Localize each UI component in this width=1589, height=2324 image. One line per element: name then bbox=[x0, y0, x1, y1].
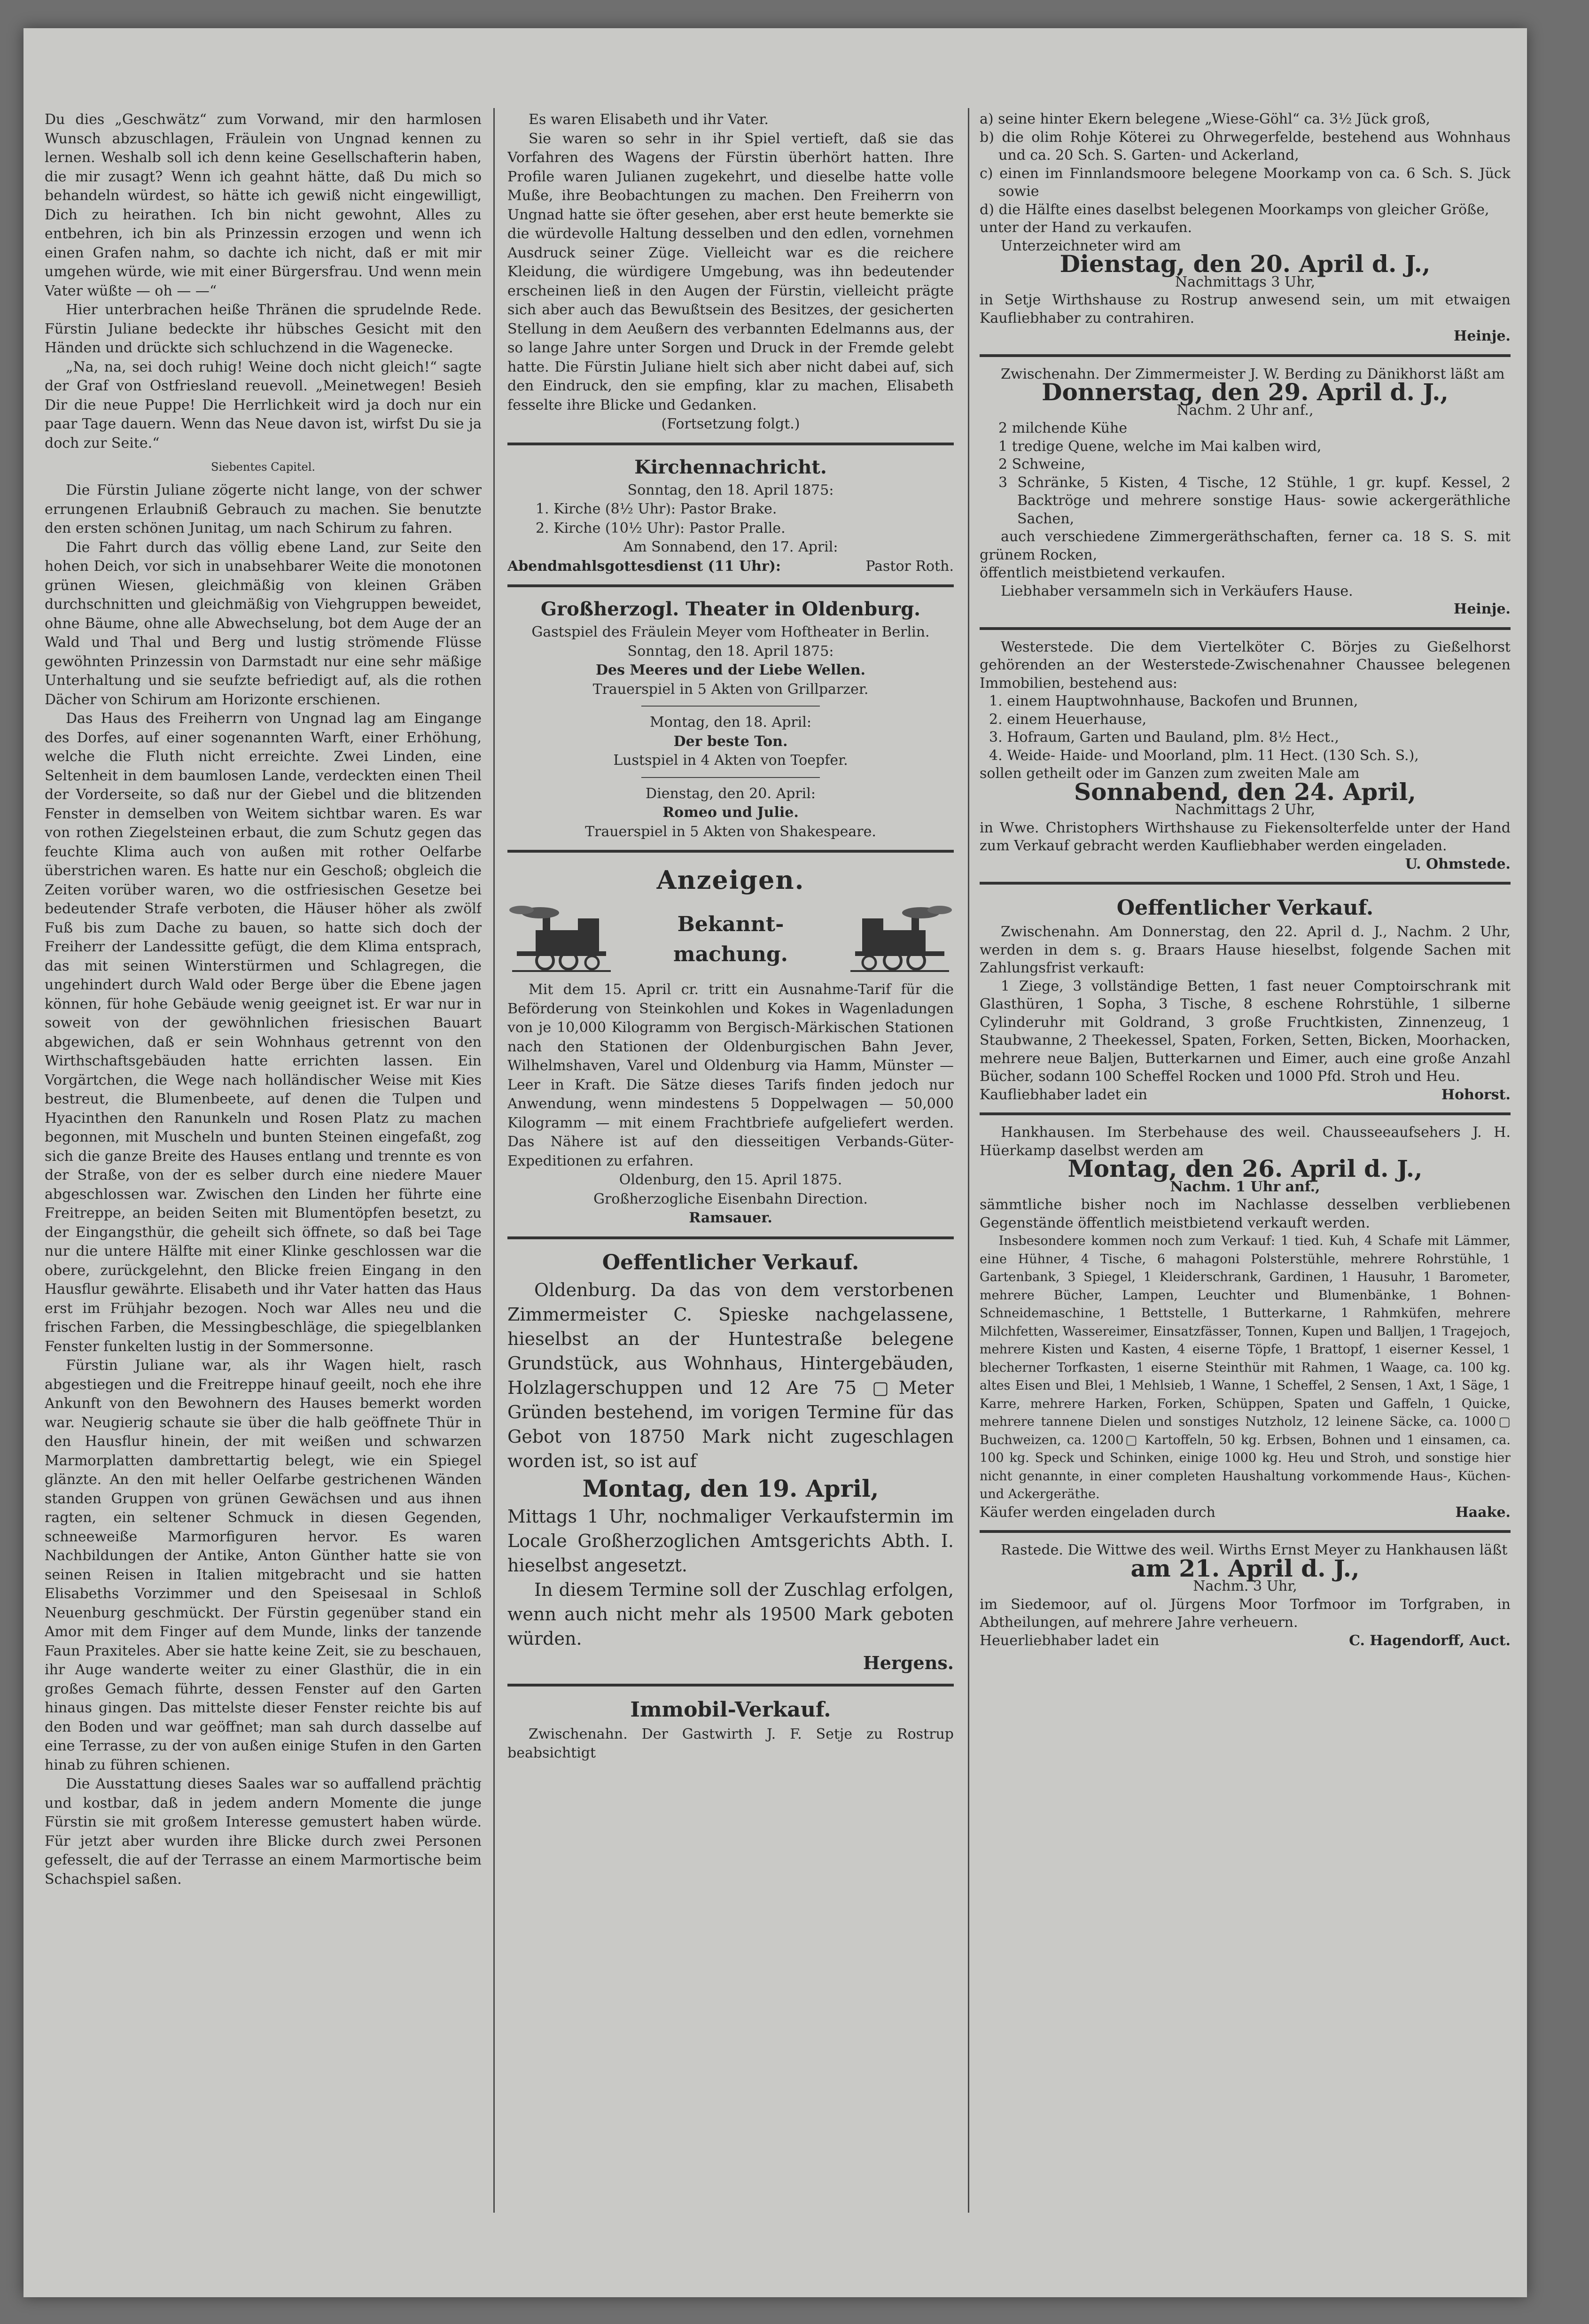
section-divider bbox=[507, 1236, 954, 1239]
sale-text: In diesem Termine soll der Zuschlag erfolgen, wenn auch nicht mehr als 19500 Mark geboten würden. bbox=[507, 1579, 954, 1649]
locomotive-icon bbox=[846, 904, 954, 975]
notice-text: im Siedemoor, auf ol. Jürgens Moor Torfmoor im Torfgraben, in Abtheilungen, auf mehrere Jahre verheuern. bbox=[980, 1596, 1511, 1631]
title-line: Bekannt- bbox=[677, 912, 784, 936]
auction-time: Nachm. 2 Uhr anf., bbox=[1176, 402, 1314, 419]
closing-text: Kaufliebhaber ladet ein bbox=[980, 1086, 1147, 1103]
berding-notice bbox=[980, 365, 1511, 619]
story-paragraph: Das Haus des Freiherrn von Ungnad lag am Eingange des Dorfes, auf einer sogenannten Warft, einer Erhöhung, welche die Fluth nicht erreichte. Zwei Linden, eine Seltenheit in dem baumlosen Lande, verdeckten einen Theil der Vorderseite, so daß nur der Giebel und die blitzenden Fenster in demselben von Weitem sichtbar waren. Es war von rothen Ziegelsteinen erbaut, die zum Schutz gegen das feuchte Klima auch von außen mit rother Oelfarbe überstrichen waren. Es hatte nur ein Geschoß; obgleich die Zeiten vorüber waren, wo die ostfriesischen Gesetze bei bedeutender Strafe verboten, die Häuser höher als zwölf Fuß bis zum Dache zu bauen, so hatte sich doch der Freiherr der Landessitte gefügt, die dem Klima entsprach, das mit seinen Winterstürmen und Schlagregen, die ungehindert durch Wald oder Berge über die Ebene jagen können, für hohe Gebäude wenig geeignet ist. Er war nur in soweit von der gewöhnlichen friesischen Bauart abgewichen, daß er sein Wohnhaus getrennt von den Wirthschaftsgebäuden hatte errichten lassen. Ein Vorgärtchen, die Wege nach holländischer Weise mit Kies bestreut, die Blumenbeete, auf denen die Tulpen und Hyacinthen den Ranunkeln und Rosen Platz zu machen begonnen, mit Muscheln und bunten Steinen eingefaßt, zog sich die ganze Breite des Hauses entlang und trennte es von der Straße, von der es selber durch eine niedere Mauer abgeschlossen war. Zwischen den Linden her führte eine Freitreppe, an beiden Seiten mit Blumentöpfen besetzt, zu der Eingangsthür, die geheilt sich öffnete, so daß bei Tage nur die untere Hälfte mit einer Klinke geschlossen war die obere, zurückgelehnt, den Blicke freien Eingang in den Hausflur gewährte. Elisabeth und ihr Vater hatten das Haus erst im Frühjahr bezogen. Noch war Alles neu und die frischen Farben, die Messingbeschläge, die spiegelblanken Fenster funkelten lustig in der Sommersonne. bbox=[45, 710, 482, 1355]
closing-text: Heuerliebhaber ladet ein bbox=[980, 1632, 1160, 1649]
story-paragraph: Die Ausstattung dieses Saales war so auffallend prächtig und kostbar, daß in jedem andern Momente die junge Fürstin sie mit großem Interesse gemustert haben würde. Für jetzt aber wurden ihre Blicke durch zwei Personen gefesselt, die auf der Terrasse an einem Marmortische beim Schachspiel saßen. bbox=[45, 1776, 482, 1888]
notice-text: Unterzeichneter wird am bbox=[1001, 237, 1181, 254]
auction-date: Sonnabend, den 24. April, bbox=[1074, 777, 1416, 806]
notice-signature: Heinje. bbox=[1453, 601, 1511, 617]
story-paragraph: Du dies „Geschwätz“ zum Vorwand, mir den harmlosen Wunsch abzuschlagen, Fräulein von Ungnad kennen zu lernen. Weshalb soll ich denn keine Gesellschafterin haben, die mir zusagt? Wenn ich geahnt hätte, daß Du mich so behandeln würdest, so hätte ich gewiß nicht eingewilligt, Dich zu heirathen. Ich bin nicht gewohnt, Alles zu entbehren, ich bin als Prinzessin erzogen und wenn ich einen Grafen nahm, so dachte ich nicht, daß er mit mir umgehen würde, wie mit einer Bürgersfrau. Und wenn mein Vater wüßte — oh — —“ bbox=[45, 111, 482, 299]
church-service: 2. Kirche (10½ Uhr): Pastor Pralle. bbox=[536, 520, 786, 536]
notice-text: Rastede. Die Wittwe des weil. Wirths Ernst Meyer zu Hankhausen läßt bbox=[1001, 1542, 1508, 1558]
theater-guest: Gastspiel des Fräulein Meyer vom Hoftheater in Berlin. bbox=[531, 624, 930, 640]
section-divider bbox=[507, 850, 954, 853]
auction-date: am 21. April d. J., bbox=[1130, 1554, 1360, 1582]
story-paragraph: Fürstin Juliane war, als ihr Wagen hielt, rasch abgestiegen und die Freitreppe hinauf geeilt, noch ehe ihre Ankunft von den Bewohnern des Hauses bemerkt worden war. Neugierig schaute sie über die halb geöffnete Thür in den Hausflur hinein, der mit weißen und schwarzen Marmorplatten dambrettartig belegt, wie ein Spiegel glänzte. An den mit heller Oelfarbe gestrichenen Wänden standen Gruppen von grünen Gewächsen und aus ihnen ragten, ein seltener Schmuck in diesen Gegenden, schneeweiße Marmorfiguren hervor. Es waren Nachbildungen der Antike, Anton Günther hatte sie von seinen Reisen in Italien mitgebracht und sie hatten Elisabeths Vorzimmer und den Speisesaal in Schloß Neuenburg geschmückt. Der Fürstin gegenüber stand ein Amor mit dem Finger auf dem Munde, links der tanzende Faun Praxiteles. Aber sie hatte keine Zeit, sie zu beschauen, ihr Auge wanderte weiter zu einer Glasthür, die in ein großes Gemach führte, dessen Fenster auf den Garten hinaus gingen. Das mittelste dieser Fenster reichte bis auf den Boden und war geöffnet; man sah durch dasselbe auf eine Terrasse, zu der von außen einige Stufen in den Garten hinab zu führen schienen. bbox=[45, 1357, 482, 1773]
church-notice bbox=[507, 454, 954, 576]
section-divider bbox=[507, 584, 954, 587]
list-item: 1 tredige Quene, welche im Mai kalben wird, bbox=[998, 438, 1322, 455]
auction-time: Nachmittags 3 Uhr, bbox=[1175, 273, 1316, 290]
play-title: Der beste Ton. bbox=[673, 733, 788, 750]
railway-notice bbox=[507, 904, 954, 1228]
list-item: 1. einem Hauptwohnhause, Backofen und Brunnen, bbox=[989, 693, 1358, 709]
story-paragraph: Es waren Elisabeth und ihr Vater. bbox=[529, 111, 769, 128]
auction-date: Montag, den 26. April d. J., bbox=[1067, 1155, 1423, 1182]
divider bbox=[641, 777, 820, 778]
property-sale-notice bbox=[507, 1695, 954, 1763]
sale-text: Mittags 1 Uhr, nochmaliger Verkaufstermin im Locale Großherzoglichen Amtsgerichts Abth. I. hieselbst angesetzt. bbox=[507, 1506, 954, 1576]
story-paragraph: Sie waren so sehr in ihr Spiel vertieft, daß sie das Vorfahren des Wagens der Fürstin überhört hatten. Ihre Profile waren Julianen zugekehrt, und dieselbe hatte volle Muße, ihre Beobachtungen zu machen. Den Freiherrn von Ungnad hatte sie öfter gesehen, aber erst heute bemerkte sie die würdevolle Haltung desselben und den edlen, vornehmen Ausdruck seiner Züge. Vielleicht war es die reichere Kleidung, die würdigere Umgebung, was ihn bedeutender erscheinen ließ in den Augen der Fürstin, vielleicht prägte sich aber auch das Bewußtsein des Besitzes, der gesicherten Stellung in dem Aeußern des verbannten Edelmanns aus, der so lange Jahre unter Sorgen und Druck in der Fremde gelebt hatte. Die Fürstin Juliane hielt sich aber nicht dabei auf, sich den Eindruck, den sie empfing, klar zu machen, Elisabeth fesselte ihre Blicke und Gedanken. bbox=[507, 130, 954, 413]
sale-date: Montag, den 19. April, bbox=[582, 1474, 879, 1502]
notice-text: Zwischenahn. Der Zimmermeister J. W. Berding zu Dänikhorst läßt am bbox=[1001, 365, 1505, 382]
church-date: Am Sonnabend, den 17. April: bbox=[623, 539, 838, 555]
notice-issuer: Großherzogliche Eisenbahn Direction. bbox=[593, 1190, 868, 1207]
list-item: d) die Hälfte eines daselbst belegenen Moorkamps von gleicher Größe, bbox=[980, 201, 1489, 218]
list-item: 2 milchende Kühe bbox=[998, 420, 1128, 436]
auction-date: Donnerstag, den 29. April d. J., bbox=[1042, 378, 1449, 406]
boerjes-notice bbox=[980, 638, 1511, 874]
church-service bbox=[507, 557, 954, 576]
column-notices bbox=[507, 110, 954, 1763]
list-item: 3. Hofraum, Garten und Bauland, plm. 8½ Hect., bbox=[989, 729, 1339, 746]
notice-date: Oldenburg, den 15. April 1875. bbox=[619, 1172, 842, 1188]
section-divider bbox=[980, 354, 1511, 357]
notice-signature: Hohorst. bbox=[1441, 1086, 1511, 1103]
story-paragraph: Die Fürstin Juliane zögerte nicht lange, von der schwer errungenen Erlaubniß Gebrauch zu machen. Sie benutzte den ersten schönen Junitag, um nach Schirum zu fahren. bbox=[45, 482, 482, 536]
theater-title: Großherzogl. Theater in Oldenburg. bbox=[540, 598, 921, 620]
notice-text: in Setje Wirthshause zu Rostrup anwesend sein, um mit etwaigen Kaufliebhaber zu contrahiren. bbox=[980, 292, 1511, 326]
theater-notice bbox=[507, 596, 954, 841]
notice-text: sollen getheilt oder im Ganzen zum zweiten Male am bbox=[980, 765, 1360, 782]
play-subtitle: Lustspiel in 4 Akten von Toepfer. bbox=[613, 752, 848, 769]
performance-date: Sonntag, den 18. April 1875: bbox=[627, 643, 834, 660]
story-paragraph: „Na, na, sei doch ruhig! Weine doch nicht gleich!“ sagte der Graf von Ostfriesland reuevoll. „Meinetwegen! Besieh Dir die neue Puppe! Die Herrlichkeit wird ja doch nur ein paar Tage dauern. Wenn das Neue davon ist, wirfst Du sie ja doch zur Seite.“ bbox=[45, 358, 482, 451]
notice-text: Liebhaber versammeln sich in Verkäufers Hause. bbox=[1001, 583, 1353, 599]
rastede-notice bbox=[980, 1541, 1511, 1650]
story-paragraph: Die Fahrt durch das völlig ebene Land, zur Seite den hohen Deich, vor sich in unabsehbarer Weite die monotonen grünen Wiesen, gleichmäßig von kleinen Gräben durchschnitten und gleichmäßig von Viehgruppen beweidet, ohne Bäume, ohne alle Abwechselung, bot dem Auge der an Wald und Thal und Berg und lustig strömende Flüsse gewöhnten Prinzessin von Darmstadt nur eine sehr mäßige Unterhaltung und sie seufzte befriedigt auf, als die rothen Dächer von Schirum am Horizonte erschienen. bbox=[45, 539, 482, 708]
performance-date: Dienstag, den 20. April: bbox=[646, 785, 816, 802]
list-item: b) die olim Rohje Köterei zu Ohrwegerfelde, bestehend aus Wohnhaus und ca. 20 Sch. S. Garten- und Ackerland, bbox=[980, 129, 1511, 163]
public-sale-notice bbox=[980, 893, 1511, 1104]
notice-signature: Haake. bbox=[1455, 1504, 1511, 1521]
pastor-name: Pastor Roth. bbox=[865, 558, 954, 575]
title-line: machung. bbox=[673, 942, 788, 966]
section-divider bbox=[980, 882, 1511, 885]
list-item: a) seine hinter Ekern belegene „Wiese-Göhl“ ca. 3½ Jück groß, bbox=[980, 111, 1431, 127]
list-item: 2 Schweine, bbox=[998, 456, 1085, 473]
locomotive-icon bbox=[507, 904, 615, 975]
auction-time: Nachmittags 2 Uhr, bbox=[1175, 801, 1316, 818]
notice-closing bbox=[980, 1504, 1511, 1522]
notice-text: öffentlich meistbietend verkaufen. bbox=[980, 565, 1226, 581]
church-service: 1. Kirche (8½ Uhr): Pastor Brake. bbox=[536, 501, 777, 517]
sale-title: Oeffentlicher Verkauf. bbox=[602, 1250, 859, 1275]
list-item: 2. einem Heuerhause, bbox=[989, 711, 1147, 728]
notice-text: Westerstede. Die dem Viertelköter C. Börjes zu Gießelhorst gehörenden an der Westerstede-Zwischenahner Chaussee belegenen Immobilien, bestehend aus: bbox=[980, 638, 1511, 692]
railway-notice-text: Mit dem 15. April cr. tritt ein Ausnahme-Tarif für die Beförderung von Steinkohlen und Kokes in Wagenladungen von je 10,000 Kilogramm von Bergisch-Märkischen Stationen nach den Stationen der Oldenburgischen Bahn Jever, Wilhelmshaven, Varel und Oldenburg via Hamm, Münster — Leer in Kraft. Die Sätze dieses Tarifs finden jedoch nur Anwendung, wenn mindestens 5 Doppelwagen — 50,000 Kilogramm — mit einem Frachtbriefe aufgeliefert werden. Das Nähere ist auf den diesseitigen Verbands-Güter-Expeditionen zu erfahren. bbox=[507, 981, 954, 1169]
sale-title: Oeffentlicher Verkauf. bbox=[1116, 896, 1374, 920]
column-advertisements bbox=[980, 110, 1511, 1650]
railway-notice-title bbox=[673, 909, 788, 970]
auction-time: Nachm. 3 Uhr, bbox=[1193, 1578, 1297, 1594]
notice-signature: Heinje. bbox=[1453, 328, 1511, 344]
notice-text: in Wwe. Christophers Wirthshause zu Fiekensolterfelde unter der Hand zum Verkauf gebracht werden Kaufliebhaber werden eingeladen. bbox=[980, 819, 1511, 854]
auction-date: Dienstag, den 20. April d. J., bbox=[1059, 250, 1431, 278]
section-divider bbox=[507, 1684, 954, 1687]
notice-signature: C. Hagendorff, Auct. bbox=[1349, 1632, 1511, 1649]
list-item: 3 Schränke, 5 Kisten, 4 Tische, 12 Stühle, 1 gr. kupf. Kessel, 2 Backtröge und mehrere sonstige Haus- sowie ackergeräthliche Sachen, bbox=[998, 474, 1511, 527]
story-paragraph: Hier unterbrachen heiße Thränen die sprudelnde Rede. Fürstin Juliane bedeckte ihr hübsches Gesicht mit den Händen und drückte sich schluchzend in die Wagenecke. bbox=[45, 302, 482, 356]
section-divider bbox=[980, 627, 1511, 630]
continuation-note: (Fortsetzung folgt.) bbox=[661, 416, 800, 432]
ads-heading: Anzeigen. bbox=[656, 865, 805, 895]
list-item: c) einen im Finnlandsmoore belegene Moorkamp von ca. 6 Sch. S. Jück sowie bbox=[980, 165, 1511, 200]
notice-text: 1 Ziege, 3 vollständige Betten, 1 fast neuer Comptoirschrank mit Glasthüren, 1 Sopha, 3 Tische, 8 eschene Rohrstühle, 1 silberne Cylinderuhr mit Goldrand, 3 große Fruchtkisten, Zinnenzeug, 1 Staubwanne, 2 Theekessel, Spaten, Forken, Setten, Bicken, Moorhacken, mehrere neue Baljen, Butterkarnen und Eimer, auch eine große Anzahl Bücher, sodann 100 Scheffel Rocken und 1000 Pfd. Stroh und Heu. bbox=[980, 978, 1511, 1085]
church-date: Sonntag, den 18. April 1875: bbox=[627, 482, 834, 498]
notice-text: sämmtliche bisher noch im Nachlasse desselben verbliebenen Gegenstände öffentlich meistbietend verkauft werden. bbox=[980, 1197, 1511, 1231]
service-name: Abendmahlsgottesdienst (11 Uhr): bbox=[507, 558, 781, 575]
column-rule bbox=[493, 108, 495, 2213]
hankhausen-notice bbox=[980, 1124, 1511, 1522]
notice-text: auch verschiedene Zimmergeräthschaften, ferner ca. 18 S. S. mit grünem Rocken, bbox=[980, 529, 1511, 563]
list-item: 4. Weide- Haide- und Moorland, plm. 11 Hect. (130 Sch. S.), bbox=[989, 747, 1419, 764]
notice-signature: Ramsauer. bbox=[689, 1210, 772, 1226]
closing-text: Käufer werden eingeladen durch bbox=[980, 1504, 1215, 1521]
sale-notice bbox=[507, 1248, 954, 1675]
sale-text: Oldenburg. Da das von dem verstorbenen Zimmermeister C. Spieske nachgelassene, hieselbst an der Huntestraße belegene Grundstück, aus Wohnhaus, Hintergebäuden, Holzlagerschuppen und 12 Are 75 ▢Meter Gründen bestehend, im vorigen Termine für das Gebot von 18750 Mark nicht zugeschlagen worden ist, so ist auf bbox=[507, 1279, 954, 1471]
column-serial-story bbox=[45, 110, 482, 1889]
play-subtitle: Trauerspiel in 5 Akten von Grillparzer. bbox=[592, 681, 869, 698]
notice-signature: U. Ohmstede. bbox=[1405, 855, 1511, 872]
auction-time: Nachm. 1 Uhr anf., bbox=[1170, 1178, 1320, 1195]
property-sale-title: Immobil-Verkauf. bbox=[630, 1697, 831, 1722]
newspaper-page bbox=[23, 28, 1527, 2297]
section-divider bbox=[980, 1112, 1511, 1115]
chapter-heading: Siebentes Capitel. bbox=[211, 460, 315, 474]
play-title: Romeo und Julie. bbox=[662, 804, 799, 821]
section-divider bbox=[980, 1530, 1511, 1533]
notice-text: Insbesondere kommen noch zum Verkauf: 1 tied. Kuh, 4 Schafe mit Lämmer, eine Hühner, 4 Tische, 6 mahagoni Polsterstühle, mehrere Rohrstühle, 1 Gartenbank, 3 Spiegel, 1 Kleiderschrank, Gardinen, 1 Hausuhr, 1 Barometer, mehrere Bücher, Lampen, Leuchter und Blumenbänke, 1 Bohnen-Schneidemaschine, 1 Bettstelle, 1 Butterkarne, 1 Rahmküfen, mehrere Milchfetten, Wassereimer, Einsatzfässer, Tonnen, Kupen und Balljen, 1 Tragejoch, mehrere Kisten und Kasten, 4 eiserne Töpfe, 1 Brattopf, 1 eiserner Kessel, 1 blecherner Torfkasten, 1 eiserne Steinthür mit Rahmen, 1 Waage, ca. 100 kg. altes Eisen und Blei, 1 Mehlsieb, 1 Wanne, 1 Scheffel, 2 Sensen, 1 Axt, 1 Säge, 1 Karre, mehrere Harken, Forken, Schüppen, Spaten und Gaffeln, 1 Quicke, mehrere tannene Dielen und sonstiges Nutzholz, 12 leinene Säcke, ca. 1000▢ Buchweizen, ca. 1200▢ Kartoffeln, 50 kg. Erbsen, Bohnen und 1 einsamen, ca. 100 kg. Speck und Schinken, einige 1000 kg. Heu und Stroh, und sonstige hier nicht genannte, in einer completen Haushaltung vorkommende Haus-, Küchen- und Ackergeräthe. bbox=[980, 1234, 1511, 1501]
sale-signature: Hergens. bbox=[863, 1652, 954, 1673]
performance-date: Montag, den 18. April: bbox=[650, 714, 811, 731]
notice-closing bbox=[980, 1632, 1511, 1650]
play-title: Des Meeres und der Liebe Wellen. bbox=[596, 662, 865, 678]
play-subtitle: Trauerspiel in 5 Akten von Shakespeare. bbox=[585, 823, 876, 840]
notice-text: Zwischenahn. Am Donnerstag, den 22. April d. J., Nachm. 2 Uhr, werden in dem s. g. Braars Hause hieselbst, folgende Sachen mit Zahlungsfrist verkauft: bbox=[980, 924, 1511, 976]
column-rule bbox=[968, 108, 969, 2213]
notice-text: unter der Hand zu verkaufen. bbox=[980, 219, 1192, 236]
notice-closing bbox=[980, 1086, 1511, 1104]
divider bbox=[641, 706, 820, 707]
section-divider bbox=[507, 443, 954, 445]
property-sale-text: Zwischenahn. Der Gastwirth J. F. Setje zu Rostrup beabsichtigt bbox=[507, 1726, 954, 1761]
church-notice-title: Kirchennachricht. bbox=[634, 456, 827, 478]
notice-text: Hankhausen. Im Sterbehause des weil. Chausseeaufsehers J. H. Hüerkamp daselbst werden am bbox=[980, 1124, 1511, 1159]
setje-notice bbox=[980, 110, 1511, 346]
